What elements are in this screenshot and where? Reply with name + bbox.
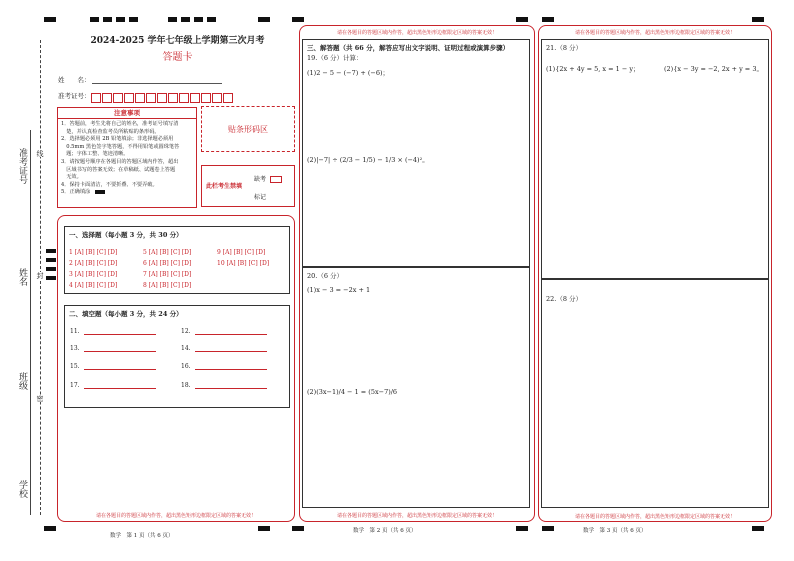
side-timing-mark [46,267,56,271]
timing-mark [752,17,764,22]
fill-item-18[interactable]: 18. [181,382,267,389]
q21-part-2: (2){x − 3y = −2, 2x + y = 3。 [664,65,763,73]
notice-line: 1．答题前，考生先将自己的姓名，准考证号填写清 [61,121,179,127]
panel-3-warning-top: 请在各题目的答题区域内作答，超出黑色矩形边框限定区域的答案无效！ [574,30,735,36]
timing-mark [116,17,125,22]
timing-mark [258,526,270,531]
exam-no-row [58,91,91,100]
timing-mark [90,17,99,22]
fill-section [64,305,290,408]
exam-no-box[interactable] [157,93,167,103]
timing-mark [292,526,304,531]
q21-label: 21.（8 分） [546,44,583,52]
panel-2-warning-bottom: 请在各题目的答题区域内作答，超出黑色矩形边框限定区域的答案无效！ [336,513,497,519]
notice-box [57,107,197,208]
side-name-label: 姓名 [17,268,27,286]
exam-no-box[interactable] [146,93,156,103]
exam-no-box[interactable] [190,93,200,103]
notice-line: 区域书写的答案无效；在草稿纸、试题卷上答题 [61,166,176,173]
panel-2-warning-top: 请在各题目的答题区域内作答，超出黑色矩形边框限定区域的答案无效！ [336,30,497,36]
q19-part-2: (2)|−7| ÷ (2/3 − 1/5) − 1/3 × (−4)²。 [307,156,429,164]
q20-label: 20.（6 分） [307,272,344,280]
exam-no-label: 准考证号： [58,92,91,100]
fill-blank[interactable] [84,334,156,335]
side-class-label: 班级 [17,372,27,390]
choice-row[interactable]: 10 [A] [B] [C] [D] [217,260,270,267]
timing-mark [207,17,216,22]
q22-label: 22.（8 分） [546,295,583,303]
choice-section-title: 一、选择题（每小题 3 分，共 30 分） [69,231,183,239]
fill-item-11[interactable]: 11. [70,328,156,335]
fill-item-17[interactable]: 17. [70,382,156,389]
side-school-label: 学校 [17,480,27,498]
fill-blank[interactable] [195,351,267,352]
notice-line: 题；字体工整、笔迹清晰。 [61,151,129,158]
q19-label: 19.（6 分）计算： [307,54,363,62]
q20-box [302,267,530,508]
timing-mark [258,17,270,22]
choice-row[interactable]: 7 [A] [B] [C] [D] [143,271,192,278]
timing-mark [44,17,56,22]
notice-line: 5．正确填涂 [61,189,193,197]
exam-no-box[interactable] [201,93,211,103]
timing-mark [103,17,112,22]
fill-item-12[interactable]: 12. [181,328,267,335]
timing-mark [516,526,528,531]
q20-part-2: (2)(3x−1)/4 − 1 = (5x−7)/6 [307,388,398,396]
exam-no-box[interactable] [124,93,134,103]
timing-mark [194,17,203,22]
notice-line: 3．请按题号顺序在各题目的答题区域内作答，超出 [61,158,179,165]
absent-mark-1: 缺考 [254,176,267,183]
choice-row[interactable]: 6 [A] [B] [C] [D] [143,260,192,267]
side-line-char: 线 [36,150,44,157]
q21-box [541,39,769,279]
notice-line: 无效。 [61,174,82,181]
side-timing-mark [46,258,56,262]
side-seal-char: 封 [36,272,44,279]
exam-no-box[interactable] [102,93,112,103]
side-writing-line [30,130,31,515]
q22-box [541,279,769,508]
notice-line: 4．保持卡面清洁，不要折叠、不要弄破。 [61,181,158,188]
fill-blank[interactable] [195,334,267,335]
panel-3-warning-bottom: 请在各题目的答题区域内作答，超出黑色矩形边框限定区域的答案无效！ [574,514,735,520]
fill-item-16[interactable]: 16. [181,363,267,370]
barcode-area [201,106,295,152]
exam-no-boxes[interactable] [91,88,234,107]
notice-items [58,119,196,199]
choice-row[interactable]: 8 [A] [B] [C] [D] [143,282,192,289]
exam-no-box[interactable] [223,93,233,103]
timing-mark [542,17,554,22]
sheet-title: 2024-2025 学年七年级上学期第三次月考 [90,36,265,46]
choice-col-2 [143,247,191,291]
choice-row[interactable]: 3 [A] [B] [C] [D] [69,271,118,278]
exam-no-box[interactable] [113,93,123,103]
absent-label: 此栏考生禁填 [206,183,243,190]
choice-col-1 [69,247,117,291]
fill-blank[interactable] [84,369,156,370]
fill-section-title: 二、填空题（每小题 3 分，共 24 分） [69,310,183,318]
side-secret-char: 密 [36,395,44,402]
choice-row[interactable]: 5 [A] [B] [C] [D] [143,249,192,256]
choice-row[interactable]: 4 [A] [B] [C] [D] [69,282,118,289]
absent-mark-2: 标记 [254,194,267,201]
choice-section [64,226,290,294]
q19-box [302,39,530,267]
side-exam-no-label: 准考证号 [17,148,27,184]
timing-mark [516,17,528,22]
timing-mark [181,17,190,22]
timing-mark [542,526,554,531]
fill-blank[interactable] [84,388,156,389]
absent-checkbox[interactable] [270,176,282,183]
choice-row[interactable]: 2 [A] [B] [C] [D] [69,260,118,267]
choice-row[interactable]: 9 [A] [B] [C] [D] [217,249,266,256]
section3-title: 三、解答题（共 66 分，解答应写出文字说明、证明过程或演算步骤） [307,44,510,52]
barcode-label: 贴条形码区 [228,124,268,134]
panel-1-warning: 请在各题目的答题区域内作答，超出黑色矩形边框限定区域的答案无效！ [95,513,256,519]
timing-mark [752,526,764,531]
fill-blank[interactable] [195,369,267,370]
exam-no-box[interactable] [135,93,145,103]
fill-sample-icon [95,190,105,194]
footer-page-2: 数学 第 2 页（共 6 页） [353,528,417,534]
choice-col-3 [217,247,269,269]
fill-item-15[interactable]: 15. [70,363,156,370]
notice-line: 0.5mm 黑色签字笔答题，不得用铅笔或圆珠笔答 [61,143,180,150]
timing-mark [292,17,304,22]
notice-line: 楚，并认真检查监考员所粘贴的条形码。 [61,128,160,135]
q20-part-1: (1)x − 3 = −2x + 1 [307,286,371,294]
exam-no-box[interactable] [179,93,189,103]
timing-mark [129,17,138,22]
fill-item-13[interactable]: 13. [70,345,156,352]
exam-no-box[interactable] [168,93,178,103]
q21-part-1: (1){2x + 4y = 5, x = 1 − y； [546,65,640,73]
notice-title: 注意事项 [58,108,196,119]
side-timing-mark [46,249,56,253]
sheet-subtitle: 答题卡 [162,52,193,63]
exam-no-box[interactable] [91,93,101,103]
footer-page-3: 数学 第 3 页（共 6 页） [583,528,647,534]
side-timing-mark [46,276,56,280]
fill-item-14[interactable]: 14. [181,345,267,352]
name-input-line[interactable] [92,83,222,84]
choice-row[interactable]: 1 [A] [B] [C] [D] [69,249,118,256]
name-label: 姓 名： [58,76,91,84]
timing-mark [44,526,56,531]
absent-box [201,165,295,207]
notice-line: 2．选择题必须用 2B 铅笔填涂；非选择题必须用 [61,136,174,143]
footer-page-1: 数学 第 1 页（共 6 页） [110,533,174,539]
name-row [58,75,91,84]
timing-mark [168,17,177,22]
fill-blank[interactable] [84,351,156,352]
q19-part-1: (1)2 − 5 − (−7) + (−6)； [307,69,390,77]
exam-no-box[interactable] [212,93,222,103]
fill-blank[interactable] [195,388,267,389]
